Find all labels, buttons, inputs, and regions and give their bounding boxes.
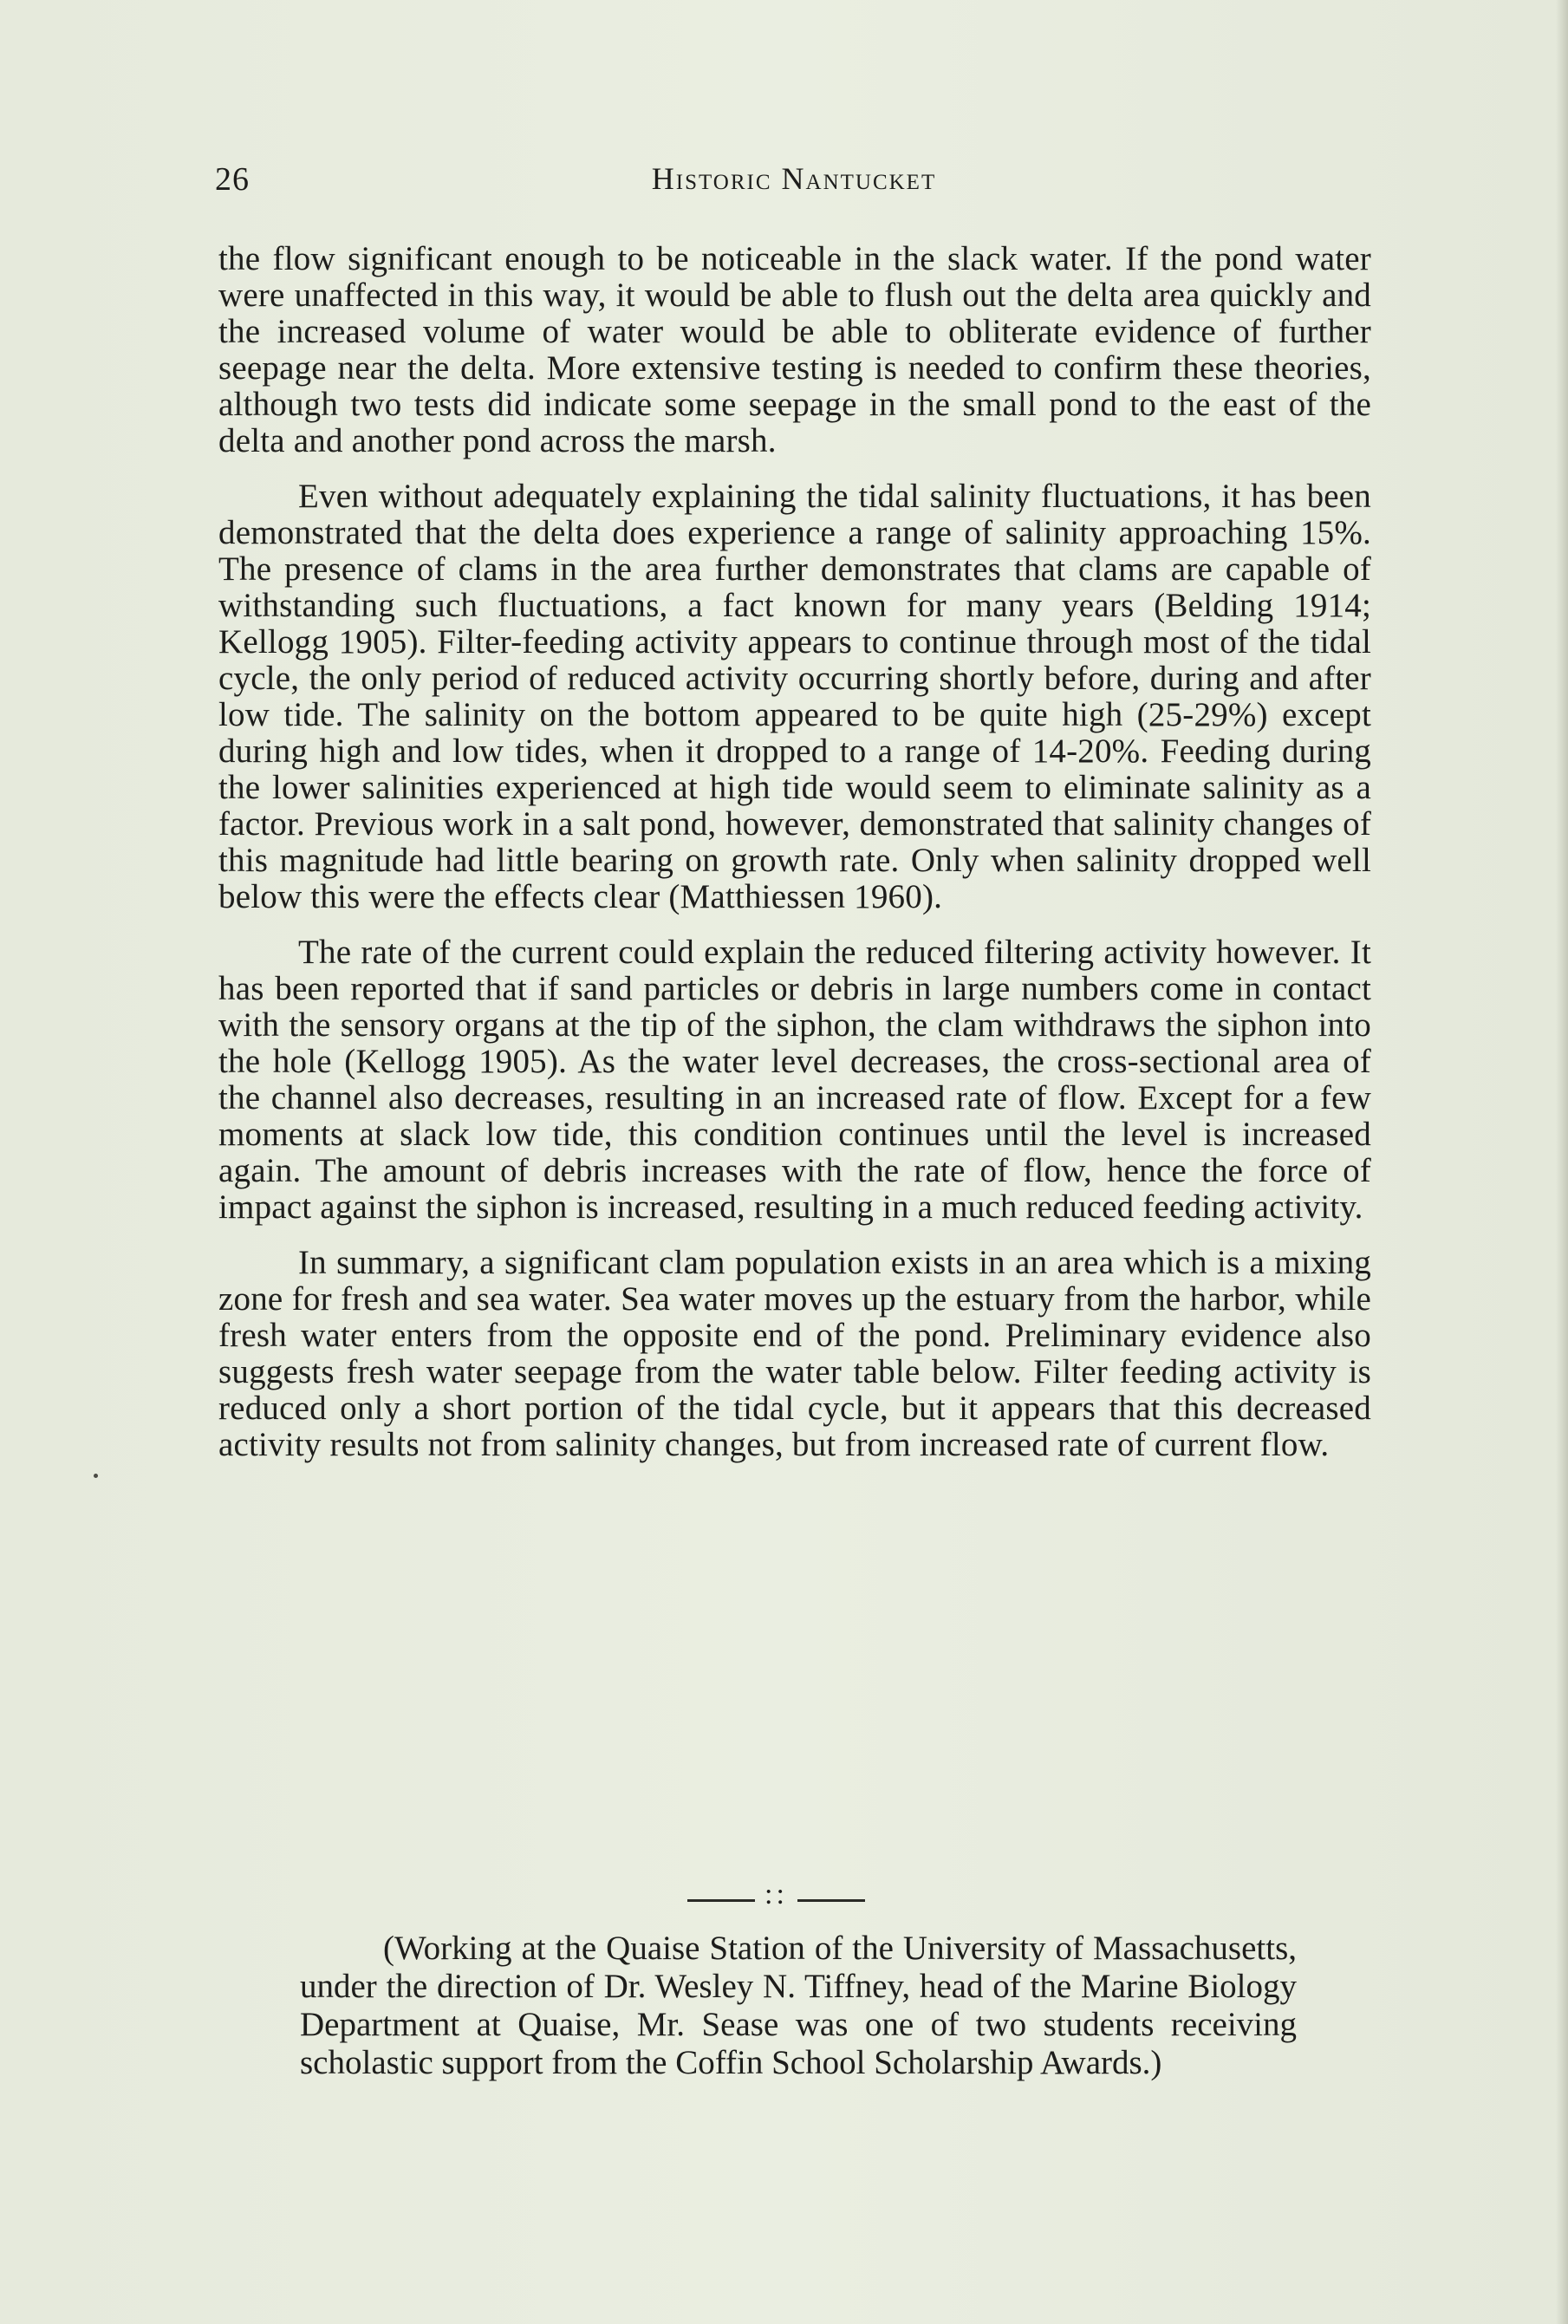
- divider-mark: ::: [764, 1878, 788, 1911]
- paragraph-continuation: the flow significant enough to be noticeable in the slack water. If the pond water were unaffected in this way, it would be able to flush out the delta area quickly and the increased volume of water would be able to obliterate evidence of further seepage near the delta. More extensive testing is needed to confirm these theories, although two tests did indicate some seepage in the small pond to the east of the delta and another pond across the marsh.: [218, 240, 1371, 459]
- article-body: [218, 241, 1371, 1482]
- divider-line-left: [687, 1899, 755, 1902]
- running-head: Historic Nantucket: [651, 161, 937, 196]
- paragraph-summary: In summary, a significant clam population exists in an area which is a mixing zone for fresh and sea water. Sea water moves up the estuary from the harbor, while fresh water enters from the opposite end of the pond. Preliminary evidence also suggests fresh water seepage from the water table below. Filter feeding activity is reduced only a short portion of the tidal cycle, but it appears that this decreased activity results not from salinity changes, but from increased rate of current flow.: [218, 1244, 1371, 1463]
- page-number: 26: [215, 161, 250, 198]
- author-note-text: (Working at the Quaise Station of the University of Massachusetts, under the direction of Dr. Wesley N. Tiffney, head of the Marine Biology Department at Quaise, Mr. Sease was one of two students receiving scholastic support from the Coffin School Scholarship Awards.): [300, 1930, 1297, 2081]
- page-edge-shadow: [1556, 0, 1568, 2324]
- paragraph-salinity: Even without adequately explaining the tidal salinity fluctuations, it has been demonstrated that the delta does experience a range of salinity approaching 15%. The presence of clams in the area further demonstrates that clams are capable of withstanding such fluctuations, a fact known for many years (Belding 1914; Kellogg 1905). Filter-feeding activity appears to continue through most of the tidal cycle, the only period of reduced activity occurring shortly before, during and after low tide. The salinity on the bottom appeared to be quite high (25-29%) except during high and low tides, when it dropped to a range of 14-20%. Feeding during the lower salinities experienced at high tide would seem to eliminate salinity as a factor. Previous work in a salt pond, however, demonstrated that salinity changes of this magnitude had little bearing on growth rate. Only when salinity dropped well below this were the effects clear (Matthiessen 1960).: [218, 478, 1371, 915]
- section-divider: [687, 1878, 865, 1911]
- paragraph-current-rate: The rate of the current could explain the reduced filtering activity however. It has been reported that if sand particles or debris in large numbers come in contact with the sensory organs at the tip of the siphon, the clam withdraws the siphon into the hole (Kellogg 1905). As the water level decreases, the cross-sectional area of the channel also decreases, resulting in an increased rate of flow. Except for a few moments at slack low tide, this condition continues until the level is increased again. The amount of debris increases with the rate of flow, hence the force of impact against the siphon is increased, resulting in a much reduced feeding activity.: [218, 934, 1371, 1226]
- author-note: [300, 1930, 1297, 2082]
- page-header: [215, 160, 1373, 204]
- print-speck: [94, 1474, 98, 1478]
- divider-line-right: [797, 1899, 865, 1902]
